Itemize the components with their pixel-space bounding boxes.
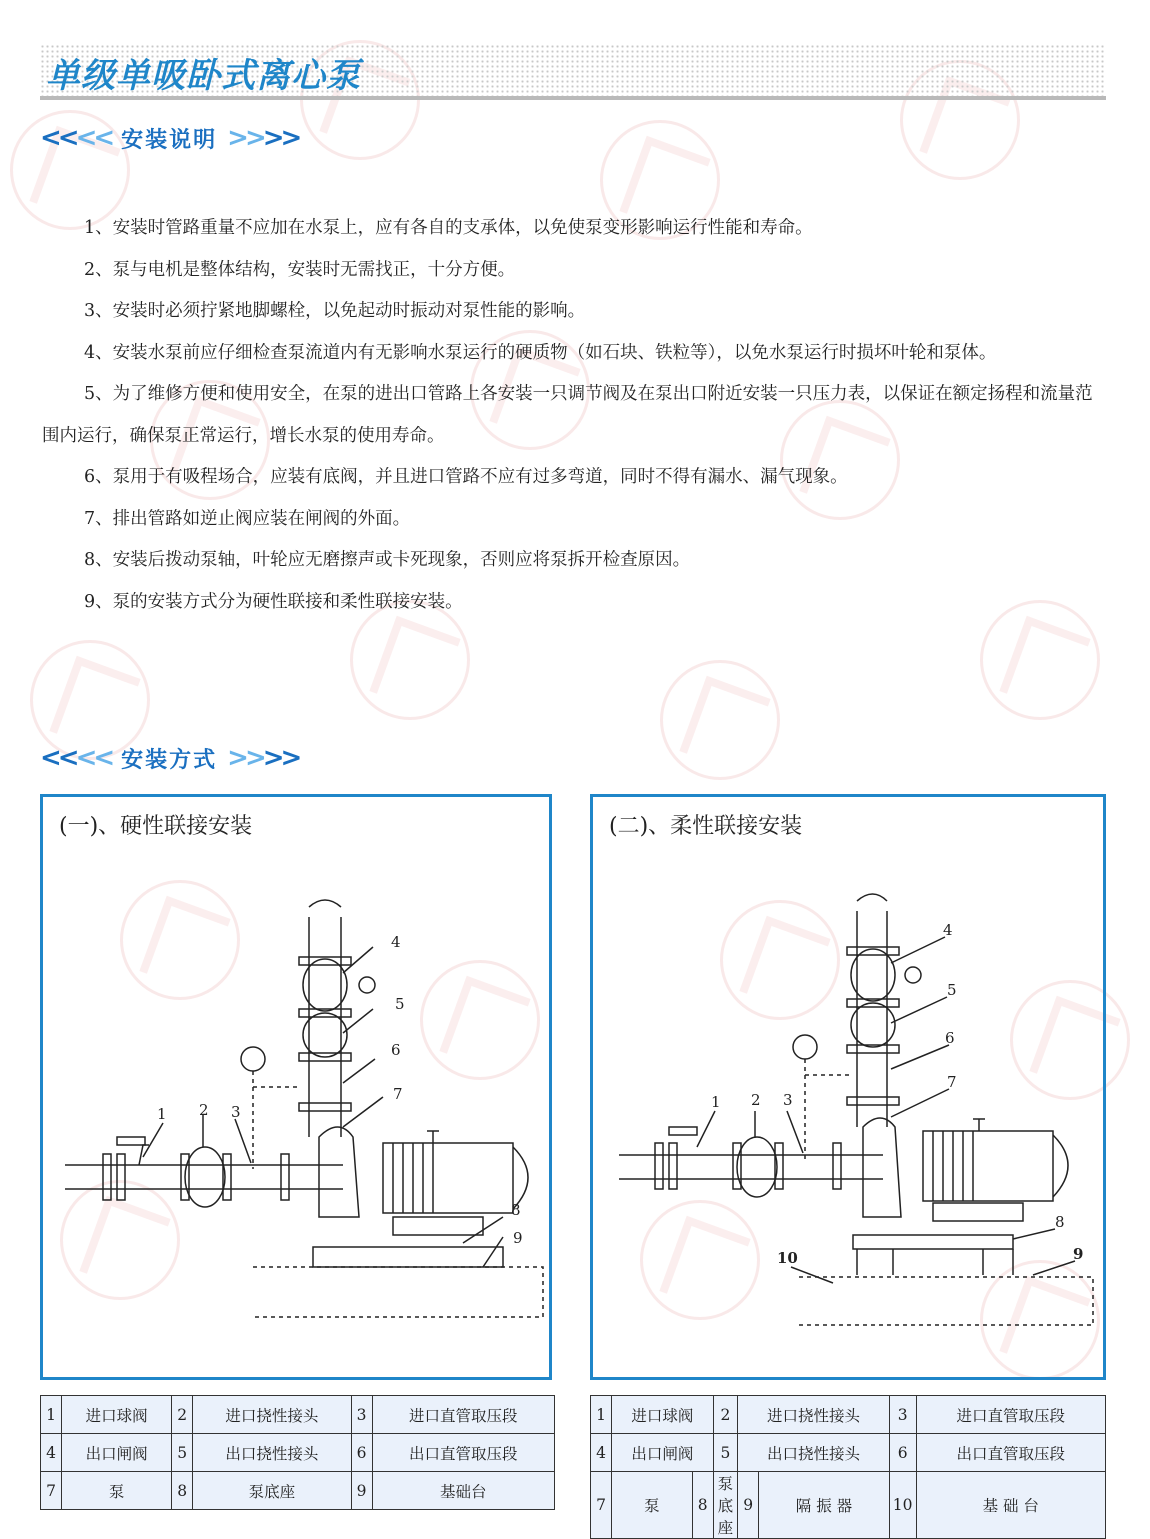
part-number: 4 — [41, 1434, 62, 1472]
panel-title: (二)、柔性联接安装 — [609, 814, 803, 839]
note-item: 3、安装时必须拧紧地脚螺栓，以免起动时振动对泵性能的影响。 — [84, 301, 586, 321]
rigid-install-diagram — [43, 797, 549, 1377]
callout-label: 10 — [777, 1249, 798, 1267]
rigid-parts-table — [40, 1395, 555, 1510]
part-number: 5 — [172, 1434, 193, 1472]
section-heading-label: 安装说明 — [121, 127, 218, 153]
double-chevron-right-icon: >> — [262, 123, 299, 153]
note-item: 6、泵用于有吸程场合，应装有底阀，并且进口管路不应有过多弯道，同时不得有漏水、漏气现象。 — [84, 467, 848, 487]
note-item: 7、排出管路如逆止阀应装在闸阀的外面。 — [84, 508, 411, 529]
watermark-logo — [660, 660, 780, 780]
chevron-left-icon: << — [75, 123, 112, 153]
callout-label: 7 — [393, 1085, 403, 1103]
part-name: 出口闸阀 — [62, 1434, 172, 1472]
part-name: 隔 振 器 — [759, 1472, 890, 1539]
callout-label: 2 — [751, 1091, 761, 1109]
part-name: 出口直管取压段 — [916, 1434, 1105, 1472]
callout-label: 6 — [391, 1041, 401, 1059]
chevron-right-icon: >> — [227, 123, 263, 153]
part-name: 进口球阀 — [612, 1396, 714, 1434]
part-number: 4 — [591, 1434, 612, 1472]
callout-label: 9 — [1073, 1245, 1084, 1263]
note-item: 5、为了维修方便和使用安全，在泵的进出口管路上各安装一只调节阀及在泵出口附近安装一只压力表，以保证在额定扬程和流量范围内运行，确保泵正常运行，增长水泵的使用寿命。 — [42, 384, 1093, 446]
part-name: 出口闸阀 — [612, 1434, 714, 1472]
part-number: 6 — [889, 1434, 916, 1472]
install-notes-list — [42, 208, 1108, 623]
part-name: 出口挠性接头 — [738, 1434, 890, 1472]
part-number: 10 — [889, 1472, 916, 1539]
part-name: 进口球阀 — [62, 1396, 172, 1434]
part-number: 1 — [41, 1396, 62, 1434]
part-number: 2 — [172, 1396, 193, 1434]
flexible-install-diagram — [593, 797, 1103, 1377]
part-name: 出口挠性接头 — [193, 1434, 351, 1472]
part-number: 1 — [591, 1396, 612, 1434]
part-number: 9 — [738, 1472, 759, 1539]
part-number: 8 — [172, 1472, 193, 1510]
table-row — [591, 1472, 1106, 1539]
part-name: 基础台 — [372, 1472, 554, 1510]
note-item: 9、泵的安装方式分为硬性联接和柔性联接安装。 — [84, 591, 463, 612]
callout-label: 3 — [783, 1091, 793, 1109]
table-row — [41, 1434, 555, 1472]
table-row — [41, 1472, 555, 1510]
chevron-left-icon: << — [75, 743, 112, 773]
part-number: 9 — [351, 1472, 372, 1510]
chevron-right-icon: >> — [227, 743, 263, 773]
note-item: 1、安装时管路重量不应加在水泵上，应有各自的支承体，以免使泵变形影响运行性能和寿命。 — [84, 218, 813, 238]
title-bar — [40, 44, 1106, 100]
table-row — [41, 1396, 555, 1434]
callout-label: 9 — [513, 1229, 523, 1247]
callout-label: 3 — [231, 1103, 241, 1121]
page-title: 单级单吸卧式离心泵 — [46, 56, 361, 96]
rigid-install-panel — [40, 794, 552, 1380]
table-row — [591, 1396, 1106, 1434]
double-chevron-left-icon: << — [40, 123, 76, 153]
part-name: 泵 底 座 — [713, 1472, 738, 1539]
callout-label: 1 — [157, 1105, 167, 1123]
part-number: 6 — [351, 1434, 372, 1472]
section-heading-install-methods — [40, 738, 298, 778]
section-heading-label: 安装方式 — [121, 747, 218, 773]
part-number: 2 — [713, 1396, 738, 1434]
callout-label: 8 — [511, 1201, 521, 1219]
callout-label: 1 — [711, 1093, 721, 1111]
callout-label: 6 — [945, 1029, 955, 1047]
callout-label: 7 — [947, 1073, 957, 1091]
note-item: 4、安装水泵前应仔细检查泵流道内有无影响水泵运行的硬质物（如石块、铁粒等），以免水泵运行时损坏叶轮和泵体。 — [84, 342, 997, 363]
part-number: 7 — [41, 1472, 62, 1510]
part-number: 8 — [692, 1472, 713, 1539]
double-chevron-right-icon: >> — [262, 743, 299, 773]
table-row — [591, 1434, 1106, 1472]
flexible-parts-table — [590, 1395, 1106, 1539]
part-name: 出口直管取压段 — [372, 1434, 554, 1472]
part-number: 5 — [713, 1434, 738, 1472]
double-chevron-left-icon: << — [40, 743, 76, 773]
flexible-install-panel — [590, 794, 1106, 1380]
part-name: 进口挠性接头 — [738, 1396, 890, 1434]
note-item: 8、安装后拨动泵轴，叶轮应无磨擦声或卡死现象，否则应将泵拆开检查原因。 — [84, 550, 691, 570]
note-item: 2、泵与电机是整体结构，安装时无需找正，十分方便。 — [84, 259, 516, 280]
title-underline — [40, 96, 1106, 100]
part-name: 进口直管取压段 — [372, 1396, 554, 1434]
part-number: 3 — [889, 1396, 916, 1434]
callout-label: 4 — [391, 933, 401, 951]
callout-label: 5 — [947, 981, 957, 999]
part-name: 泵 — [612, 1472, 693, 1539]
part-number: 3 — [351, 1396, 372, 1434]
part-name: 进口直管取压段 — [916, 1396, 1105, 1434]
panel-title: (一)、硬性联接安装 — [59, 814, 253, 839]
part-name: 泵 — [62, 1472, 172, 1510]
callout-label: 5 — [395, 995, 405, 1013]
callout-label: 4 — [943, 921, 953, 939]
callout-label: 8 — [1055, 1213, 1065, 1231]
section-heading-install-notes — [40, 118, 298, 158]
part-name: 基 础 台 — [916, 1472, 1105, 1539]
part-name: 泵底座 — [193, 1472, 351, 1510]
part-number: 7 — [591, 1472, 612, 1539]
part-name: 进口挠性接头 — [193, 1396, 351, 1434]
callout-label: 2 — [199, 1101, 209, 1119]
